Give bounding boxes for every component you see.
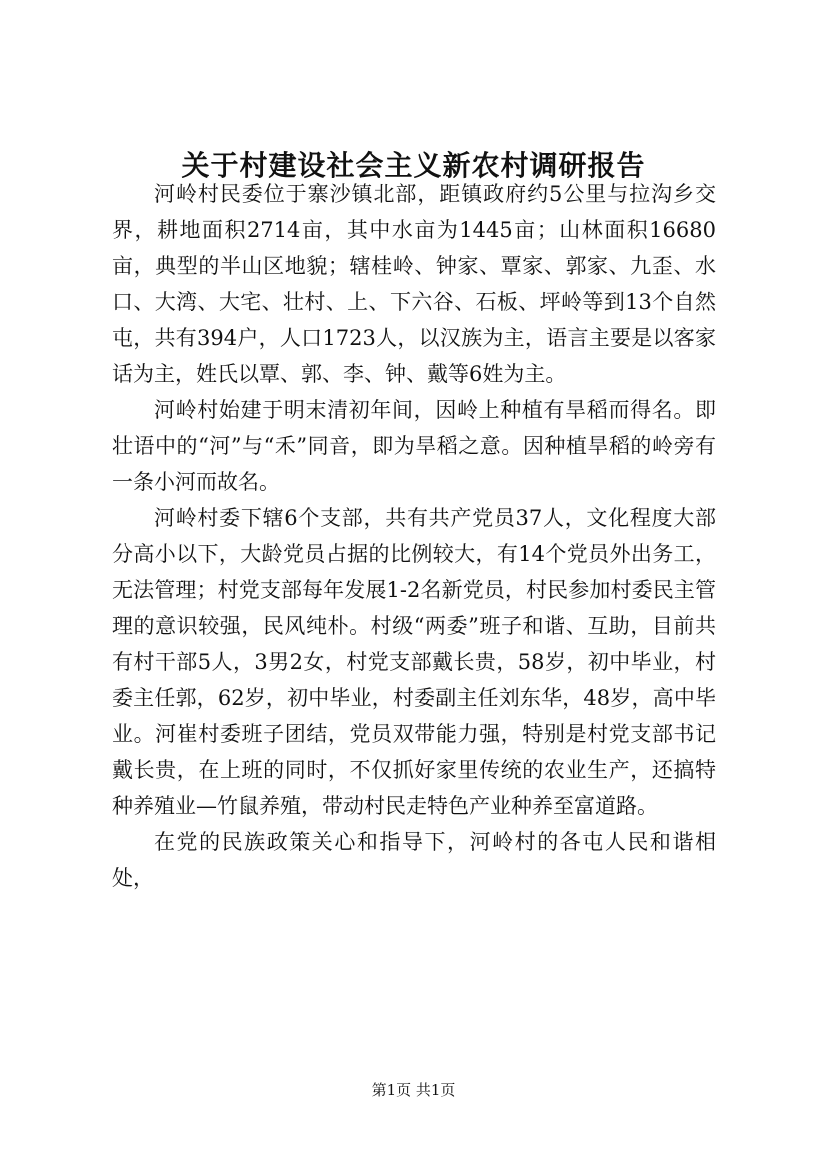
paragraph-party-branch: 河岭村委下辖6个支部，共有共产党员37人，文化程度大部分高小以下，大龄党员占据的比例较大，有14个党员外出务工，无法管理；村党支部每年发展1-2名新党员，村民参加村委民主管理的意识较强，民风纯朴。村级“两委”班子和谐、互助，目前共有村干部5人，3男2女，村党支部戴长贵，58岁，初中毕业，村委主任郭，62岁，初中毕业，村委副主任刘东华，48岁，高中毕业。河崔村委班子团结，党员双带能力强，特别是村党支部书记戴长贵，在上班的同时，不仅抓好家里传统的农业生产，还搞特种养殖业—竹鼠养殖，带动村民走特色产业种养至富道路。 [112,506,716,818]
page-footer: 第1页 共1页 [371,1081,456,1099]
document-body [112,176,716,896]
paragraph-ethnic-policy: 在党的民族政策关心和指导下，河岭村的各屯人民和谐相处， [112,830,716,890]
paragraph-history: 河岭村始建于明末清初年间，因岭上种植有旱稻而得名。即壮语中的“河”与“禾”同音，即为旱稻之意。因种植旱稻的岭旁有一条小河而故名。 [112,398,716,494]
document-title: 关于村建设社会主义新农村调研报告 [181,149,646,182]
paragraph-location: 河岭村民委位于寨沙镇北部，距镇政府约5公里与拉沟乡交界，耕地面积2714亩，其中水亩为1445亩；山林面积16680亩，典型的半山区地貌；辖桂岭、钟家、覃家、郭家、九歪、水口、大湾、大宅、壮村、上、下六谷、石板、坪岭等到13个自然屯，共有394户，人口1723人，以汉族为主，语言主要是以客家话为主，姓氏以覃、郭、李、钟、戴等6姓为主。 [112,182,716,386]
